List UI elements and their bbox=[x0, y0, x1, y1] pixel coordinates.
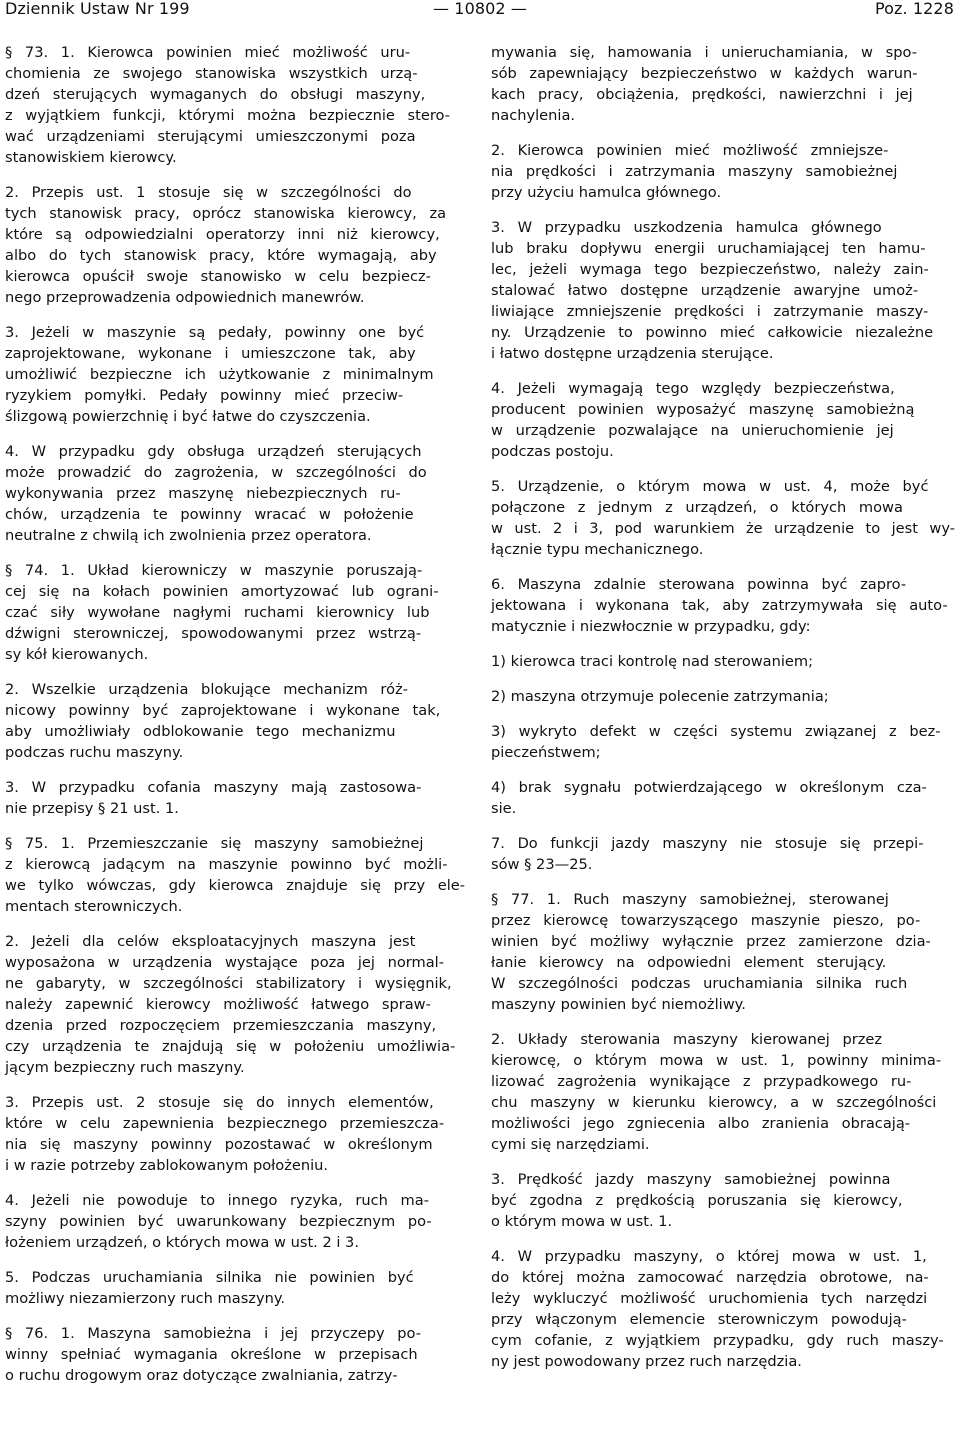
paragraph bbox=[491, 42, 955, 126]
text-line: winien być możliwy wyłącznie przez zamierzone dzia- bbox=[491, 933, 931, 950]
text-line: wyposażona w urządzenia wystające poza jej normal- bbox=[5, 954, 444, 971]
text-line: które są odpowiedzialni operatorzy inni niż kierowcy, bbox=[5, 226, 440, 243]
paragraph-gap bbox=[491, 462, 955, 476]
text-line: 4. W przypadku gdy obsługa urządzeń sterujących bbox=[5, 443, 422, 460]
paragraph bbox=[5, 1190, 470, 1253]
text-line: o którym mowa w ust. 1. bbox=[491, 1213, 673, 1230]
text-line: wykonywania przez maszynę niebezpiecznych ru- bbox=[5, 485, 401, 502]
text-line: możliwy niezamierzony ruch maszyny. bbox=[5, 1290, 286, 1307]
text-line: łanie kierowcy na odpowiedni element sterujący. bbox=[491, 954, 887, 971]
right-text-column bbox=[491, 42, 955, 1372]
text-line: nie przepisy § 21 ust. 1. bbox=[5, 800, 179, 817]
text-line: 3. Przepis ust. 2 stosuje się do innych elementów, bbox=[5, 1094, 434, 1111]
text-line: ślizgową powierzchnię i być łatwe do czyszczenia. bbox=[5, 408, 371, 425]
text-line: 2. Układy sterowania maszyny kierowanej przez bbox=[491, 1031, 883, 1048]
text-line: może prowadzić do zagrożenia, w szczególności do bbox=[5, 464, 427, 481]
text-line: 3) wykryto defekt w części systemu związanej z bez- bbox=[491, 723, 941, 740]
text-line: 5. Urządzenie, o którym mowa w ust. 4, może być bbox=[491, 478, 929, 495]
paragraph-gap bbox=[491, 364, 955, 378]
paragraph bbox=[5, 833, 470, 917]
text-line: 4) brak sygnału potwierdzającego w określonym cza- bbox=[491, 779, 927, 796]
text-line: 2. Jeżeli dla celów eksploatacyjnych maszyna jest bbox=[5, 933, 416, 950]
paragraph-gap bbox=[5, 1309, 470, 1323]
text-line: 7. Do funkcji jazdy maszyny nie stosuje się przepi- bbox=[491, 835, 924, 852]
paragraph-gap bbox=[5, 1176, 470, 1190]
text-line: z kierowcą jadącym na maszynie powinno być możli- bbox=[5, 856, 448, 873]
text-line: we tylko wówczas, gdy kierowca znajduje się przy ele- bbox=[5, 877, 466, 894]
text-line: jektowana i wykonana tak, aby zatrzymywała się auto- bbox=[491, 597, 948, 614]
paragraph-gap bbox=[5, 546, 470, 560]
paragraph-gap bbox=[5, 665, 470, 679]
text-line: lizować zagrożenia wynikające z przypadkowego ru- bbox=[491, 1073, 912, 1090]
text-line: w urządzenie pozwalające na unieruchomienie jej bbox=[491, 422, 894, 439]
text-line: nia się maszyny powinny pozostawać w określonym bbox=[5, 1136, 433, 1153]
paragraph bbox=[491, 217, 955, 364]
paragraph bbox=[491, 833, 955, 875]
text-line: 3. Prędkość jazdy maszyny samobieżnej powinna bbox=[491, 1171, 891, 1188]
paragraph bbox=[5, 441, 470, 546]
text-line: 4. Jeżeli nie powoduje to innego ryzyka, ruch ma- bbox=[5, 1192, 429, 1209]
text-line: chu maszyny w kierunku kierowcy, a w szczególności bbox=[491, 1094, 937, 1111]
text-line: umożliwić bezpieczne ich użytkowanie z minimalnym bbox=[5, 366, 434, 383]
paragraph bbox=[491, 721, 955, 763]
text-line: § 73. 1. Kierowca powinien mieć możliwość uru- bbox=[5, 44, 411, 61]
text-line: § 77. 1. Ruch maszyny samobieżnej, sterowanej bbox=[491, 891, 889, 908]
paragraph-gap bbox=[491, 763, 955, 777]
text-line: W szczególności podczas uruchamiania silnika ruch bbox=[491, 975, 908, 992]
text-line: 2. Przepis ust. 1 stosuje się w szczególności do bbox=[5, 184, 412, 201]
paragraph-gap bbox=[5, 427, 470, 441]
paragraph bbox=[491, 1246, 955, 1372]
text-line: cym cofanie, z wyjątkiem przypadku, gdy ruch maszy- bbox=[491, 1332, 944, 1349]
paragraph-gap bbox=[491, 1232, 955, 1246]
paragraph bbox=[491, 1029, 955, 1155]
text-line: możliwości jego zgniecenia albo zranienia obracają- bbox=[491, 1115, 911, 1132]
text-line: połączone z jednym z urządzeń, o których mowa bbox=[491, 499, 903, 516]
text-line: cej się na kołach powinien amortyzować lub ograni- bbox=[5, 583, 439, 600]
text-line: dzenia przed rozpoczęciem przemieszczania maszyny, bbox=[5, 1017, 437, 1034]
text-line: przy włączonym elemencie sterowniczym powodują- bbox=[491, 1311, 907, 1328]
text-line: kierowcę, o którym mowa w ust. 1, powinny minima- bbox=[491, 1052, 942, 1069]
text-line: lub braku dopływu energii uruchamiającej ten hamu- bbox=[491, 240, 926, 257]
text-line: łącznie typu mechanicznego. bbox=[491, 541, 704, 558]
text-line: chomienia ze swojego stanowiska wszystkich urzą- bbox=[5, 65, 418, 82]
text-line: o ruchu drogowym oraz dotyczące zwalniania, zatrzy- bbox=[5, 1367, 398, 1384]
text-line: dzeń sterujących wymaganych do obsługi maszyny, bbox=[5, 86, 426, 103]
text-line: jącym bezpieczny ruch maszyny. bbox=[5, 1059, 245, 1076]
text-line: mywania się, hamowania i unieruchamiania, w spo- bbox=[491, 44, 917, 61]
paragraph-gap bbox=[491, 875, 955, 889]
paragraph bbox=[5, 777, 470, 819]
text-line: § 74. 1. Układ kierowniczy w maszynie poruszają- bbox=[5, 562, 423, 579]
text-line: ny. Urządzenie to powinno mieć całkowicie niezależne bbox=[491, 324, 934, 341]
paragraph bbox=[5, 1092, 470, 1176]
text-line: maszyny powinien być niemożliwy. bbox=[491, 996, 746, 1013]
text-line: być zgodna z prędkością poruszania się kierowcy, bbox=[491, 1192, 903, 1209]
text-line: dźwigni sterowniczej, spowodowanymi przez wstrzą- bbox=[5, 625, 422, 642]
text-line: przez kierowcę towarzyszącego maszynie pieszo, po- bbox=[491, 912, 921, 929]
paragraph-gap bbox=[491, 203, 955, 217]
text-line: łożeniem urządzeń, o których mowa w ust. 2 i 3. bbox=[5, 1234, 359, 1251]
paragraph bbox=[5, 322, 470, 427]
text-line: liwiające zmniejszenie prędkości i zatrzymanie maszy- bbox=[491, 303, 929, 320]
text-line: które w celu zapewnienia bezpiecznego przemieszcza- bbox=[5, 1115, 445, 1132]
text-line: nicowy powinny być zaprojektowane i wykonane tak, bbox=[5, 702, 441, 719]
paragraph bbox=[491, 777, 955, 819]
text-line: cymi się narzędziami. bbox=[491, 1136, 650, 1153]
text-line: i w razie potrzeby zablokowanym położeniu. bbox=[5, 1157, 329, 1174]
text-line: należy zapewnić kierowcy możliwość łatwego spraw- bbox=[5, 996, 431, 1013]
paragraph-gap bbox=[491, 819, 955, 833]
paragraph-gap bbox=[491, 707, 955, 721]
text-line: leży wykluczyć możliwość uruchomienia tych narzędzi bbox=[491, 1290, 928, 1307]
text-line: w ust. 2 i 3, pod warunkiem że urządzenie to jest wy- bbox=[491, 520, 955, 537]
text-line: czać siły wywołane nagłymi ruchami kierownicy lub bbox=[5, 604, 430, 621]
text-line: neutralne z chwilą ich zwolnienia przez operatora. bbox=[5, 527, 372, 544]
paragraph bbox=[491, 889, 955, 1015]
text-line: nachylenia. bbox=[491, 107, 576, 124]
journal-title: Dziennik Ustaw Nr 199 bbox=[5, 0, 190, 18]
text-line: szyny powinien być uwarunkowany bezpiecznym po- bbox=[5, 1213, 432, 1230]
paragraph bbox=[5, 560, 470, 665]
text-line: § 76. 1. Maszyna samobieżna i jej przyczepy po- bbox=[5, 1325, 422, 1342]
position-number: Poz. 1228 bbox=[874, 0, 954, 18]
running-header bbox=[0, 0, 960, 24]
text-line: ne gabaryty, w szczególności stabilizatory i wysięgnik, bbox=[5, 975, 452, 992]
paragraph-gap bbox=[5, 308, 470, 322]
text-line: 4. Jeżeli wymagają tego względy bezpieczeństwa, bbox=[491, 380, 895, 397]
text-line: § 75. 1. Przemieszczanie się maszyny samobieżnej bbox=[5, 835, 424, 852]
text-line: 3. W przypadku uszkodzenia hamulca głównego bbox=[491, 219, 882, 236]
paragraph bbox=[5, 1323, 470, 1386]
text-line: 6. Maszyna zdalnie sterowana powinna być zapro- bbox=[491, 576, 907, 593]
left-text-column bbox=[5, 42, 470, 1386]
text-line: kierowca opuścił swoje stanowisko w celu bezpiecz- bbox=[5, 268, 431, 285]
text-line: pieczeństwem; bbox=[491, 744, 601, 761]
paragraph bbox=[5, 1267, 470, 1309]
paragraph bbox=[491, 574, 955, 637]
paragraph bbox=[491, 651, 955, 672]
text-line: do której można zamocować narzędzia obrotowe, na- bbox=[491, 1269, 929, 1286]
text-line: i łatwo dostępne urządzenia sterujące. bbox=[491, 345, 774, 362]
text-line: zaprojektowane, wykonane i umieszczone tak, aby bbox=[5, 345, 416, 362]
text-line: ryzykiem pomyłki. Pedały powinny mieć przeciw- bbox=[5, 387, 404, 404]
paragraph bbox=[5, 182, 470, 308]
paragraph bbox=[5, 42, 470, 168]
text-line: podczas ruchu maszyny. bbox=[5, 744, 184, 761]
text-line: przy użyciu hamulca głównego. bbox=[491, 184, 722, 201]
text-line: ny jest powodowany przez ruch narzędzia. bbox=[491, 1353, 802, 1370]
text-line: sów § 23—25. bbox=[491, 856, 593, 873]
text-line: sy kół kierowanych. bbox=[5, 646, 149, 663]
text-line: stalować łatwo dostępne urządzenie awaryjne umoż- bbox=[491, 282, 919, 299]
text-line: 3. Jeżeli w maszynie są pedały, powinny one być bbox=[5, 324, 425, 341]
paragraph-gap bbox=[491, 1015, 955, 1029]
text-line: podczas postoju. bbox=[491, 443, 614, 460]
paragraph-gap bbox=[5, 917, 470, 931]
paragraph-gap bbox=[5, 1253, 470, 1267]
text-line: 1) kierowca traci kontrolę nad sterowaniem; bbox=[491, 653, 814, 670]
paragraph-gap bbox=[491, 126, 955, 140]
paragraph-gap bbox=[5, 763, 470, 777]
paragraph bbox=[491, 686, 955, 707]
paragraph bbox=[491, 476, 955, 560]
text-line: 4. W przypadku maszyny, o której mowa w ust. 1, bbox=[491, 1248, 927, 1265]
text-line: nego przeprowadzenia odpowiednich manewrów. bbox=[5, 289, 365, 306]
text-line: czy urządzenia te znajdują się w położeniu umożliwia- bbox=[5, 1038, 456, 1055]
text-line: 3. W przypadku cofania maszyny mają zastosowa- bbox=[5, 779, 422, 796]
paragraph-gap bbox=[5, 168, 470, 182]
text-line: stanowiskiem kierowcy. bbox=[5, 149, 177, 166]
text-line: nia prędkości i zatrzymania maszyny samobieżnej bbox=[491, 163, 898, 180]
text-line: albo do tych stanowisk pracy, które wymagają, aby bbox=[5, 247, 437, 264]
text-line: chów, urządzenia te powinny wracać w położenie bbox=[5, 506, 414, 523]
paragraph bbox=[491, 1169, 955, 1232]
text-line: sób zapewniający bezpieczeństwo w każdych warun- bbox=[491, 65, 918, 82]
text-line: sie. bbox=[491, 800, 517, 817]
text-line: producent powinien wyposażyć maszynę samobieżną bbox=[491, 401, 915, 418]
text-line: kach pracy, obciążenia, prędkości, nawierzchni i jej bbox=[491, 86, 913, 103]
paragraph-gap bbox=[491, 672, 955, 686]
text-line: lec, jeżeli wymaga tego bezpieczeństwo, należy zain- bbox=[491, 261, 929, 278]
text-line: z wyjątkiem funkcji, którymi można bezpiecznie stero- bbox=[5, 107, 450, 124]
text-line: winny spełniać wymagania określone w przepisach bbox=[5, 1346, 418, 1363]
text-line: 2. Kierowca powinien mieć możliwość zmniejsze- bbox=[491, 142, 889, 159]
page-number: — 10802 — bbox=[433, 0, 527, 18]
paragraph bbox=[5, 679, 470, 763]
text-line: 2) maszyna otrzymuje polecenie zatrzymania; bbox=[491, 688, 829, 705]
text-line: wać urządzeniami sterującymi umieszczonymi poza bbox=[5, 128, 416, 145]
paragraph-gap bbox=[5, 1078, 470, 1092]
paragraph-gap bbox=[5, 819, 470, 833]
paragraph bbox=[491, 378, 955, 462]
text-line: aby umożliwiały odblokowanie tego mechanizmu bbox=[5, 723, 396, 740]
text-line: matycznie i niezwłocznie w przypadku, gdy: bbox=[491, 618, 811, 635]
paragraph-gap bbox=[491, 560, 955, 574]
paragraph bbox=[5, 931, 470, 1078]
paragraph bbox=[491, 140, 955, 203]
text-line: 2. Wszelkie urządzenia blokujące mechanizm róż- bbox=[5, 681, 408, 698]
text-line: mentach sterowniczych. bbox=[5, 898, 183, 915]
paragraph-gap bbox=[491, 1155, 955, 1169]
paragraph-gap bbox=[491, 637, 955, 651]
text-line: 5. Podczas uruchamiania silnika nie powinien być bbox=[5, 1269, 414, 1286]
text-line: tych stanowisk pracy, oprócz stanowiska kierowcy, za bbox=[5, 205, 447, 222]
